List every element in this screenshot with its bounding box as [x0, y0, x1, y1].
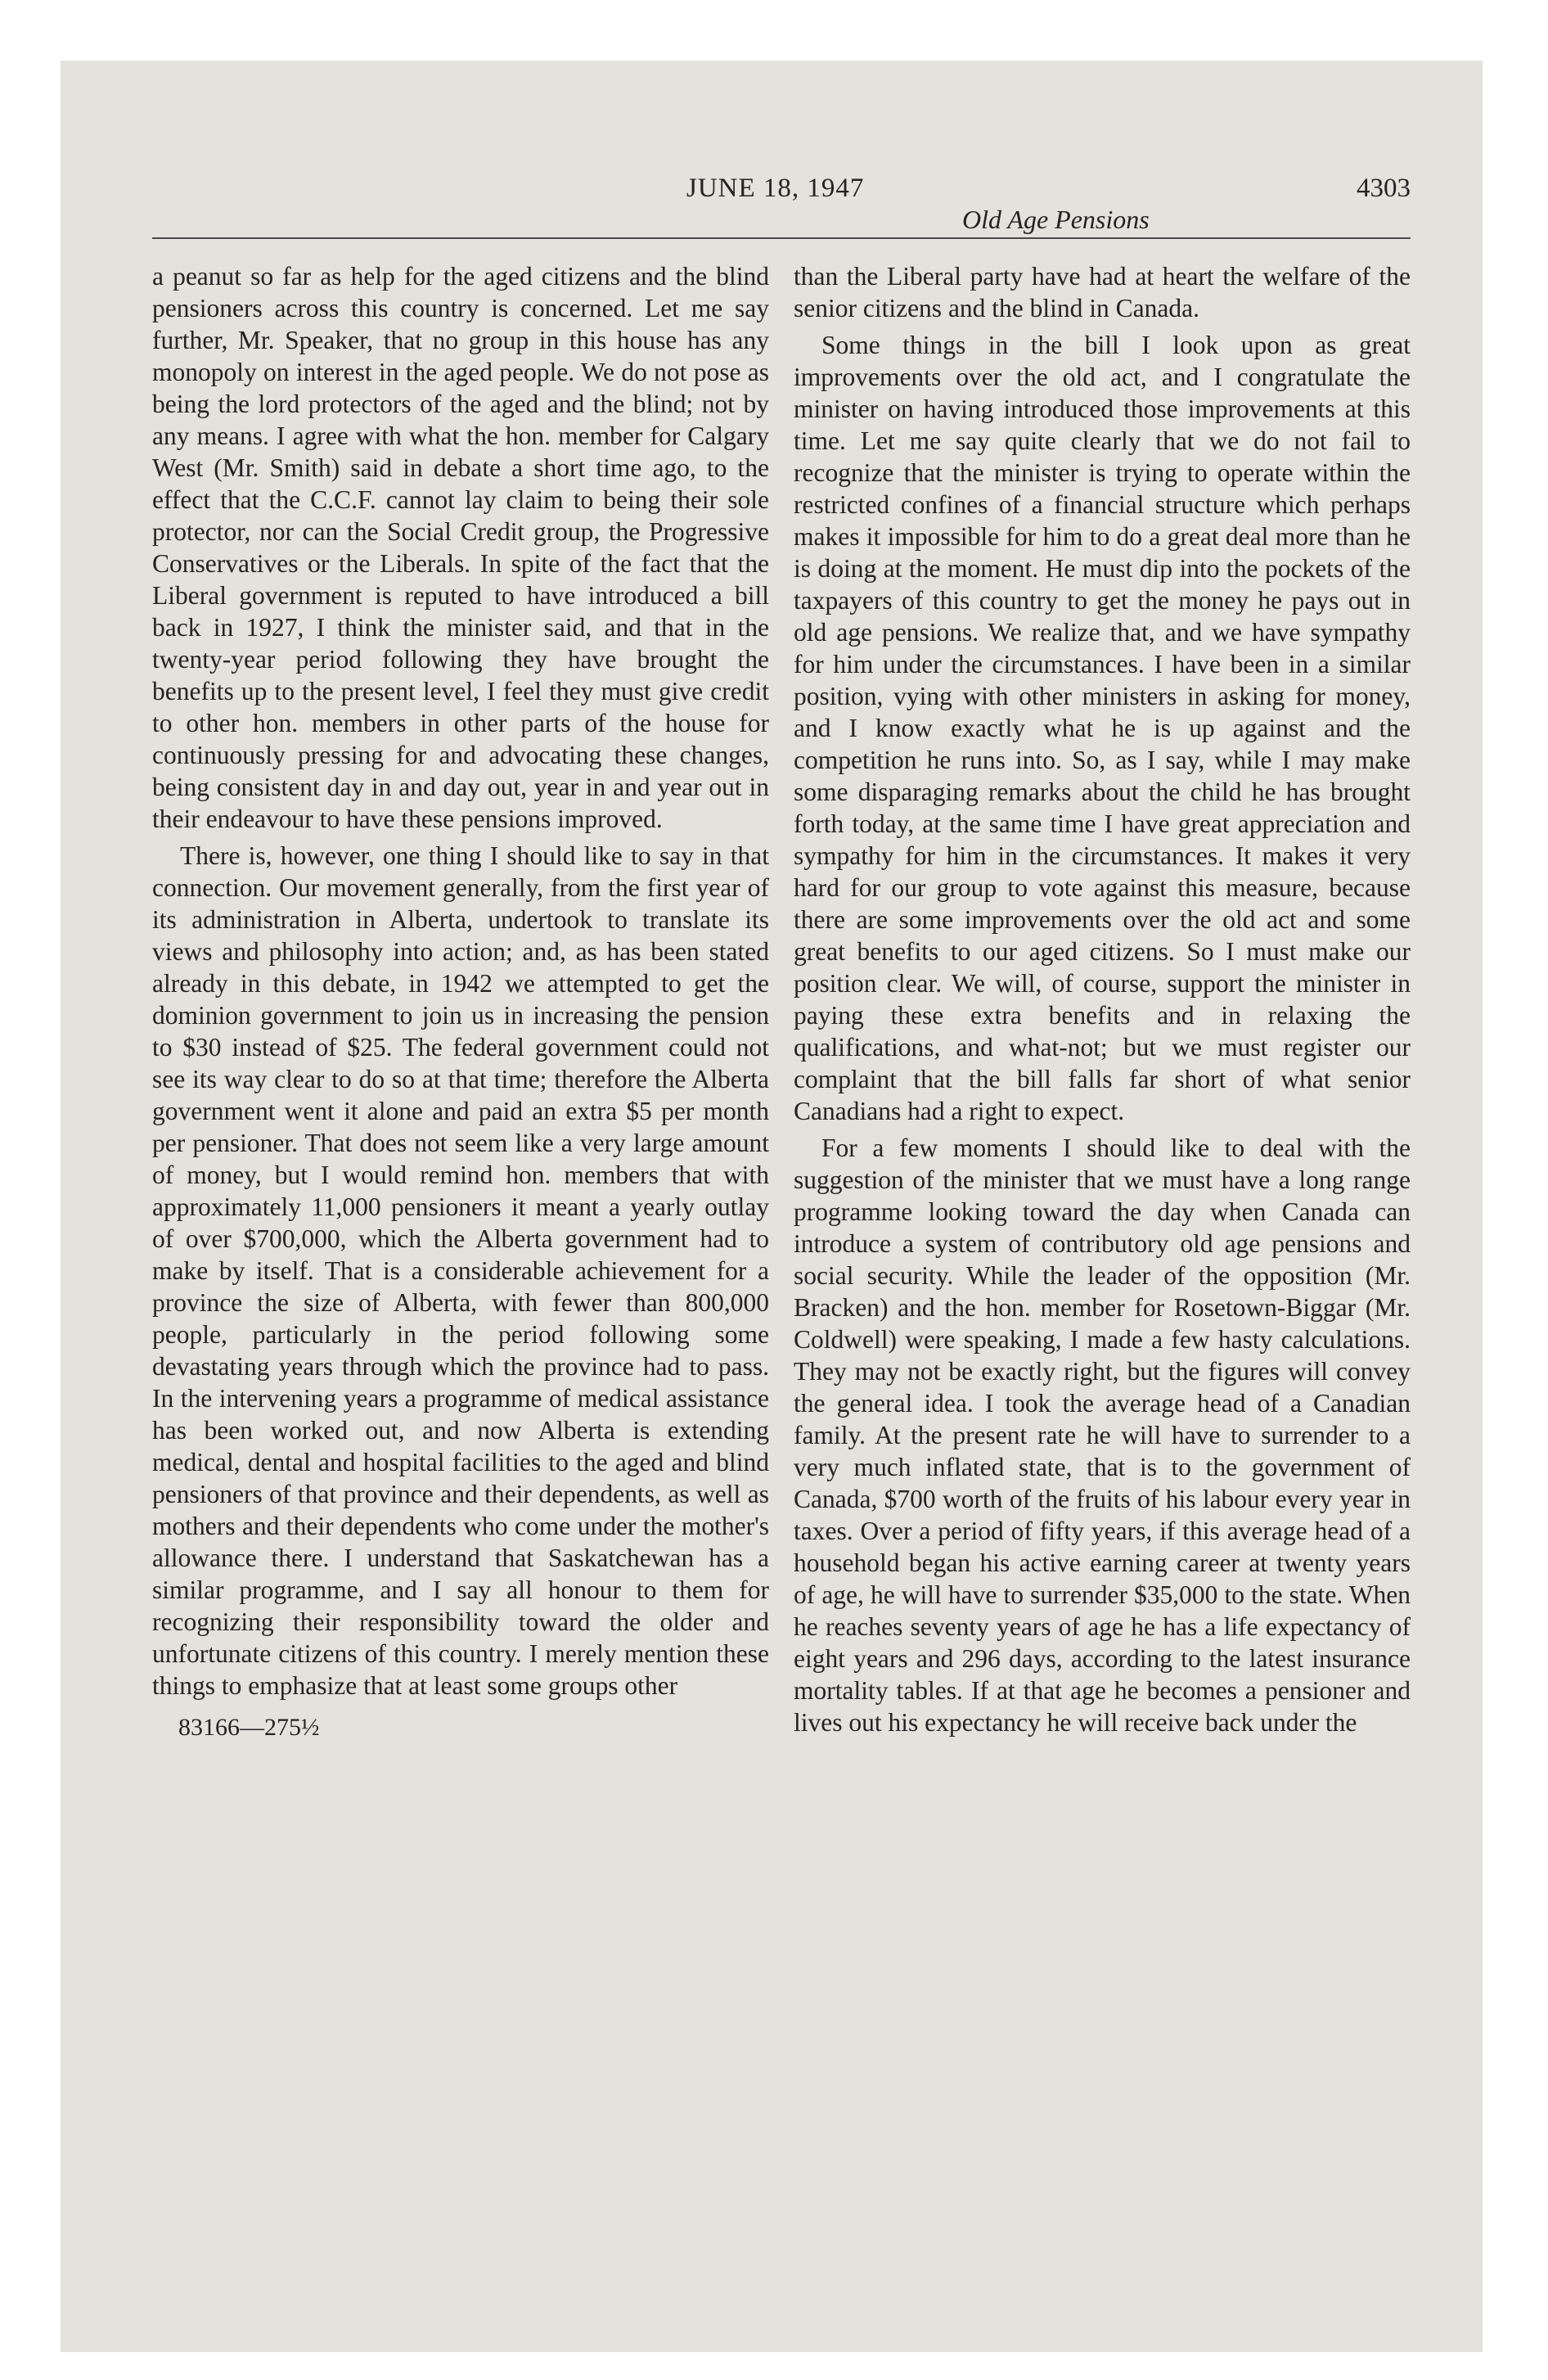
paragraph: than the Liberal party have had at heart the welfare of the senior citizens and the blind in Canada. [794, 262, 1411, 322]
signature-mark: 83166—275½ [178, 1714, 320, 1741]
paragraph: There is, however, one thing I should like to say in that connection. Our movement generally, from the first year of its administration in Alberta, undertook to translate its views and philosophy into action; and, as has been stated already in this debate, in 1942 we attempted to get the dominion government to join us in increasing the pension to $30 instead of $25. The federal government could not see its way clear to do so at that time; therefore the Alberta government went it alone and paid an extra $5 per month per pensioner. That does not seem like a very large amount of money, but I would remind hon. members that with approximately 11,000 pensioners it meant a yearly outlay of over $700,000, which the Alberta government had to make by itself. That is a considerable achievement for a province the size of Alberta, with fewer than 800,000 people, particularly in the period following some devastating years through which the province had to pass. In the intervening years a programme of medical assistance has been worked out, and now Alberta is extending medical, dental and hospital facilities to the aged and blind pensioners of that province and their dependents, as well as mothers and their dependents who come under the mother's allowance there. I understand that Saskatchewan has a similar programme, and I say all honour to them for recognizing their responsibility toward the older and unfortunate citizens of this country. I merely mention these things to emphasize that at least some groups other [152, 841, 769, 1700]
header-page-number: 4303 [1357, 174, 1411, 203]
right-column [794, 260, 1411, 1742]
header-date: JUNE 18, 1947 [686, 174, 865, 203]
paragraph: Some things in the bill I look upon as great improvements over the old act, and I congratulate the minister on having introduced those improvements at this time. Let me say quite clearly that we do not fail to recognize that the minister is trying to operate within the restricted confines of a financial structure which perhaps makes it impossible for him to do a great deal more than he is doing at the moment. He must dip into the pockets of the taxpayers of this country to get the money he pays out in old age pensions. We realize that, and we have sympathy for him under the circumstances. I have been in a similar position, vying with other ministers in asking for money, and I know exactly what he is up against and the competition he runs into. So, as I say, while I may make some disparaging remarks about the child he has brought forth today, at the same time I have great appreciation and sympathy for him in the circumstances. It makes it very hard for our group to vote against this measure, because there are some improvements over the old act and some great benefits to our aged citizens. So I must make our position clear. We will, of course, support the minister in paying these extra benefits and in relaxing the qualifications, and what-not; but we must register our complaint that the bill falls far short of what senior Canadians had a right to expect. [794, 331, 1411, 1125]
text-columns [152, 260, 1411, 1742]
running-head [152, 172, 1411, 239]
left-column [152, 260, 769, 1742]
paragraph: For a few moments I should like to deal with the suggestion of the minister that we must have a long range programme looking toward the day when Canada can introduce a system of contributory old age pensions and social security. While the leader of the opposition (Mr. Bracken) and the hon. member for Rosetown-Biggar (Mr. Coldwell) were speaking, I made a few hasty calculations. They may not be exactly right, but the figures will convey the general idea. I took the average head of a Canadian family. At the present rate he will have to surrender to a very much inflated state, that is to the government of Canada, $700 worth of the fruits of his labour every year in taxes. Over a period of fifty years, if this average head of a household began his active earning career at twenty years of age, he will have to surrender $35,000 to the state. When he reaches seventy years of age he has a life expectancy of eight years and 296 days, according to the latest insurance mortality tables. If at that age he becomes a pensioner and lives out his expectancy he will receive back under the [794, 1134, 1411, 1737]
header-section-title: Old Age Pensions [962, 205, 1150, 234]
document-page [152, 172, 1411, 1742]
paragraph: a peanut so far as help for the aged citizens and the blind pensioners across this country is concerned. Let me say further, Mr. Speaker, that no group in this house has any monopoly on interest in the aged people. We do not pose as being the lord protectors of the aged and the blind; not by any means. I agree with what the hon. member for Calgary West (Mr. Smith) said in debate a short time ago, to the effect that the C.C.F. cannot lay claim to being their sole protector, nor can the Social Credit group, the Progressive Conservatives or the Liberals. In spite of the fact that the Liberal government is reputed to have introduced a bill back in 1927, I think the minister said, and that in the twenty-year period following they have brought the benefits up to the present level, I feel they must give credit to other hon. members in other parts of the house for continuously pressing for and advocating these changes, being consistent day in and day out, year in and year out in their endeavour to have these pensions improved. [152, 262, 769, 833]
